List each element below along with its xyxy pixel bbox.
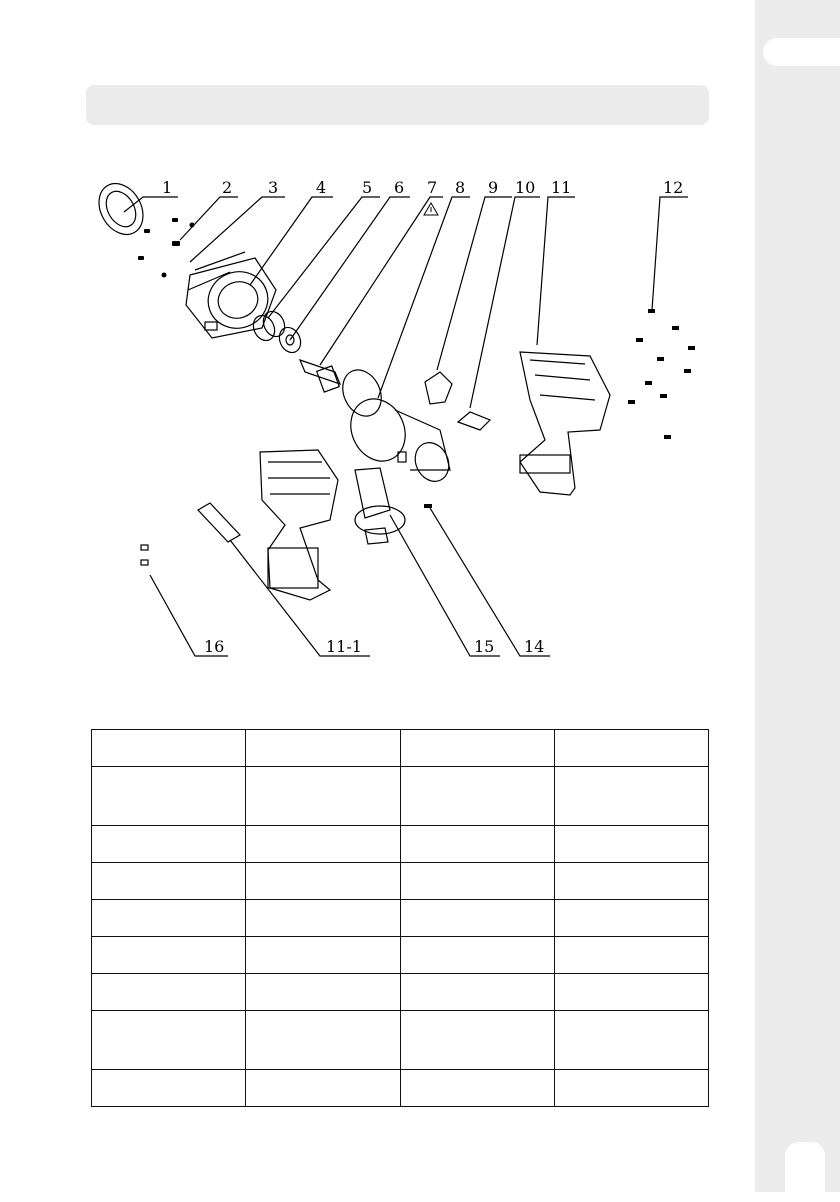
leader-8	[378, 197, 470, 398]
part-1-ring	[90, 176, 152, 243]
leader-11	[537, 197, 575, 345]
table-cell	[554, 863, 708, 900]
table-cell	[92, 730, 246, 767]
part-10-plate	[458, 412, 490, 430]
part-16-pins	[141, 545, 148, 565]
table-row	[92, 937, 709, 974]
table-row	[92, 900, 709, 937]
table-cell	[554, 1011, 708, 1070]
table-cell	[92, 863, 246, 900]
leader-10	[470, 197, 540, 408]
callout-16: 16	[204, 637, 225, 656]
callout-4: 4	[316, 178, 327, 197]
callout-7: 7	[427, 178, 438, 197]
table-cell	[246, 1070, 400, 1107]
part-8-motor	[336, 364, 455, 487]
callout-8: 8	[455, 178, 466, 197]
callout-12: 12	[663, 178, 684, 197]
part-12-screws	[628, 309, 695, 439]
table-cell	[92, 900, 246, 937]
part-11-1-housing	[260, 450, 338, 600]
leader-12	[652, 197, 688, 310]
table-row	[92, 1011, 709, 1070]
table-cell	[246, 937, 400, 974]
table-cell	[246, 730, 400, 767]
table-cell	[246, 767, 400, 826]
table-cell	[554, 1070, 708, 1107]
parts-table	[91, 729, 709, 1107]
leader-7	[320, 197, 443, 365]
callout-6: 6	[394, 178, 405, 197]
table-cell	[554, 767, 708, 826]
leader-9	[437, 197, 512, 370]
table-row	[92, 974, 709, 1011]
table-cell	[400, 900, 554, 937]
part-4-gear-housing	[186, 252, 276, 338]
callout-3: 3	[268, 178, 279, 197]
callout-14: 14	[524, 637, 545, 656]
callout-10: 10	[515, 178, 536, 197]
callout-9: 9	[488, 178, 499, 197]
table-cell	[246, 974, 400, 1011]
table-cell	[246, 1011, 400, 1070]
table-cell	[92, 974, 246, 1011]
part-9-board	[425, 372, 452, 404]
table-cell	[92, 826, 246, 863]
side-band	[755, 0, 840, 1192]
leader-14	[430, 508, 550, 656]
page-number-tab	[785, 1142, 825, 1202]
callout-15: 15	[474, 637, 495, 656]
table-cell	[400, 974, 554, 1011]
callout-1: 1	[162, 178, 173, 197]
table-cell	[92, 1011, 246, 1070]
part-5-sleeve	[249, 308, 288, 344]
part-2-screws	[138, 218, 195, 278]
part-14-screw	[424, 504, 432, 508]
table-cell	[92, 937, 246, 974]
part-11-housing	[520, 352, 610, 495]
nameplate	[198, 503, 240, 542]
table-cell	[400, 863, 554, 900]
table-row	[92, 826, 709, 863]
part-15-switch	[355, 468, 405, 544]
leader-1	[124, 197, 178, 212]
section-tab	[763, 38, 840, 66]
callout-11: 11	[551, 178, 572, 197]
table-cell	[246, 826, 400, 863]
table-cell	[400, 767, 554, 826]
table-cell	[554, 974, 708, 1011]
table-cell	[246, 863, 400, 900]
callout-5: 5	[362, 178, 373, 197]
table-cell	[554, 900, 708, 937]
callout-11-1: 11-1	[326, 637, 362, 656]
table-cell	[554, 730, 708, 767]
table-row	[92, 730, 709, 767]
table-row	[92, 767, 709, 826]
table-cell	[554, 937, 708, 974]
table-cell	[92, 767, 246, 826]
table-cell	[92, 1070, 246, 1107]
table-row	[92, 1070, 709, 1107]
table-cell	[554, 826, 708, 863]
table-cell	[400, 1070, 554, 1107]
table-cell	[400, 937, 554, 974]
table-row	[92, 863, 709, 900]
leader-3	[190, 197, 285, 262]
callout-2: 2	[222, 178, 233, 197]
warning-triangle-icon	[424, 203, 438, 215]
leader-2	[180, 197, 238, 240]
table-cell	[400, 826, 554, 863]
table-cell	[400, 1011, 554, 1070]
table-cell	[246, 900, 400, 937]
leader-15	[390, 515, 500, 656]
table-cell	[400, 730, 554, 767]
leader-4	[250, 197, 333, 285]
